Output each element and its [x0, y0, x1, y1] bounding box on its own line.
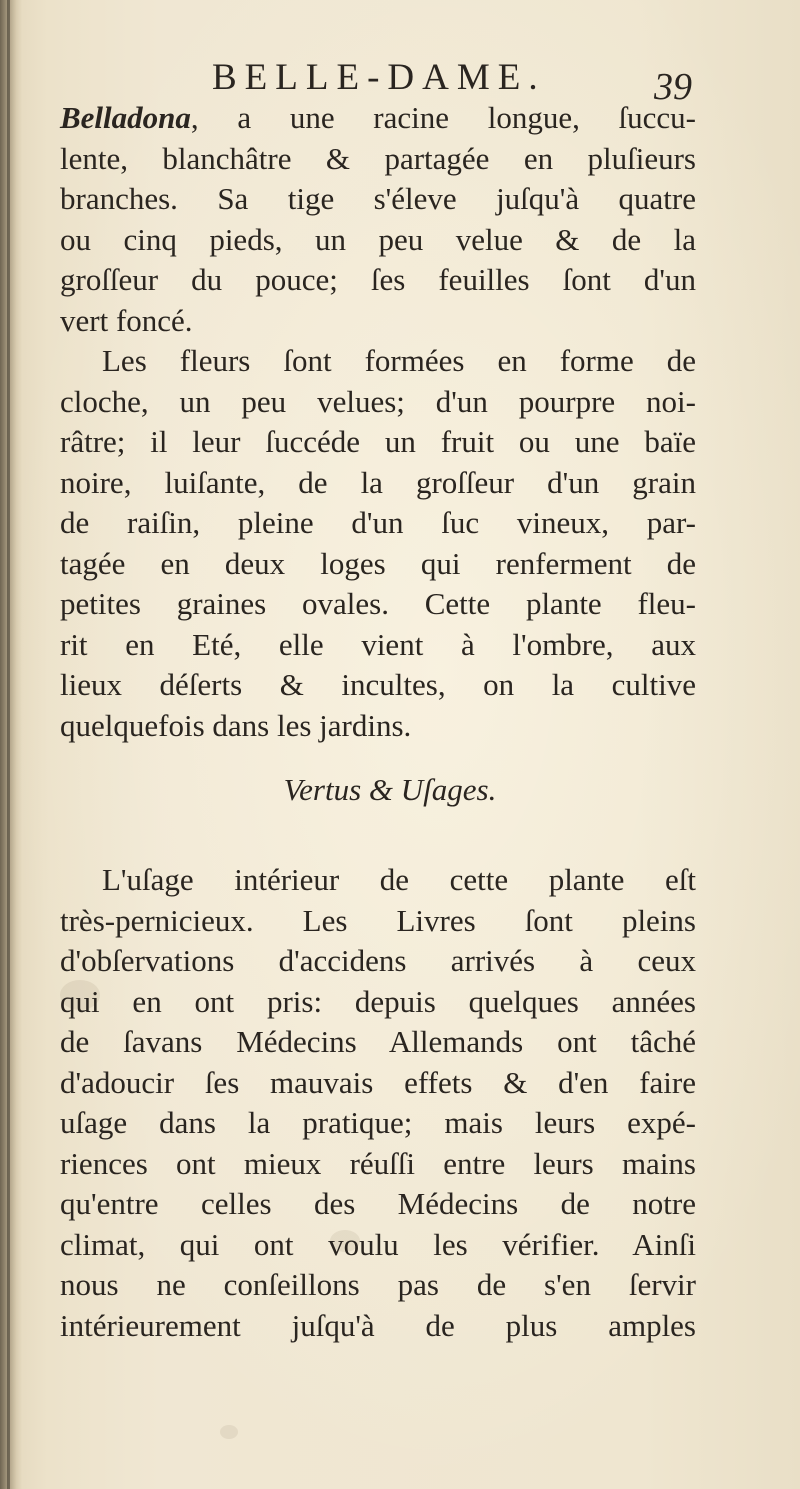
text-line: noire, luiſante, de la groſſeur d'un grain [60, 464, 696, 500]
text-line: climat, qui ont voulu les vérifier. Ainſi [60, 1226, 696, 1262]
text-line: de ſavans Médecins Allemands ont tâché [60, 1024, 696, 1059]
lead-word: Belladona [60, 100, 191, 135]
usage-paragraph [60, 860, 700, 1346]
text-line: qui en ont pris: depuis quelques années [60, 983, 696, 1019]
text-line: tagée en deux loges qui renferment de [60, 545, 696, 581]
section-heading-text: Vertus & Uſages. [283, 772, 497, 807]
text-line: ou cinq pieds, un peu velue & de la [60, 221, 696, 257]
text-fragment: , a une racine longue, ſuccu- [190, 100, 696, 135]
text-line: très-pernicieux. Les Livres ſont pleins [60, 902, 696, 938]
text-line: d'obſervations d'accidens arrivés à ceux [60, 943, 696, 978]
text-line: quelquefois dans les jardins. [60, 707, 412, 743]
paper-stain [220, 1425, 238, 1439]
text-line: lente, blanchâtre & partagée en pluſieurs [60, 140, 696, 176]
text-line: L'uſage intérieur de cette plante eſt [102, 862, 696, 897]
text-line: nous ne conſeillons pas de s'en ſervir [60, 1267, 696, 1302]
text-line: riences ont mieux réuſſi entre leurs mains [60, 1145, 696, 1181]
text-line: cloche, un peu velues; d'un pourpre noi- [60, 383, 696, 419]
text-line: branches. Sa tige s'éleve juſqu'à quatre [60, 181, 696, 216]
text-line: rit en Eté, elle vient à l'ombre, aux [60, 626, 696, 662]
text-line: qu'entre celles des Médecins de notre [60, 1186, 696, 1221]
binding-edge [7, 0, 10, 1489]
description-paragraphs [60, 98, 700, 746]
text-line: groſſeur du pouce; ſes feuilles ſont d'un [60, 262, 696, 297]
text-line: intérieurement juſqu'à de plus amples [60, 1307, 696, 1343]
text-line: d'adoucir ſes mauvais effets & d'en faire [60, 1064, 696, 1100]
page-number: 39 [654, 66, 692, 108]
text-line: petites graines ovales. Cette plante fleu- [60, 586, 696, 621]
section-heading [0, 770, 800, 810]
running-head: BELLE-DAME. [212, 57, 546, 98]
binding-gutter [0, 0, 22, 1489]
text-line: vert foncé. [60, 302, 193, 338]
text-line: Les fleurs ſont formées en forme de [102, 343, 696, 378]
text-line: râtre; il leur ſuccéde un fruit ou une baïe [60, 424, 696, 459]
text-line [60, 98, 696, 139]
text-line: uſage dans la pratique; mais leurs expé- [60, 1105, 696, 1140]
text-line: de raiſin, pleine d'un ſuc vineux, par- [60, 505, 696, 540]
text-line: lieux déſerts & incultes, on la cultive [60, 667, 696, 702]
